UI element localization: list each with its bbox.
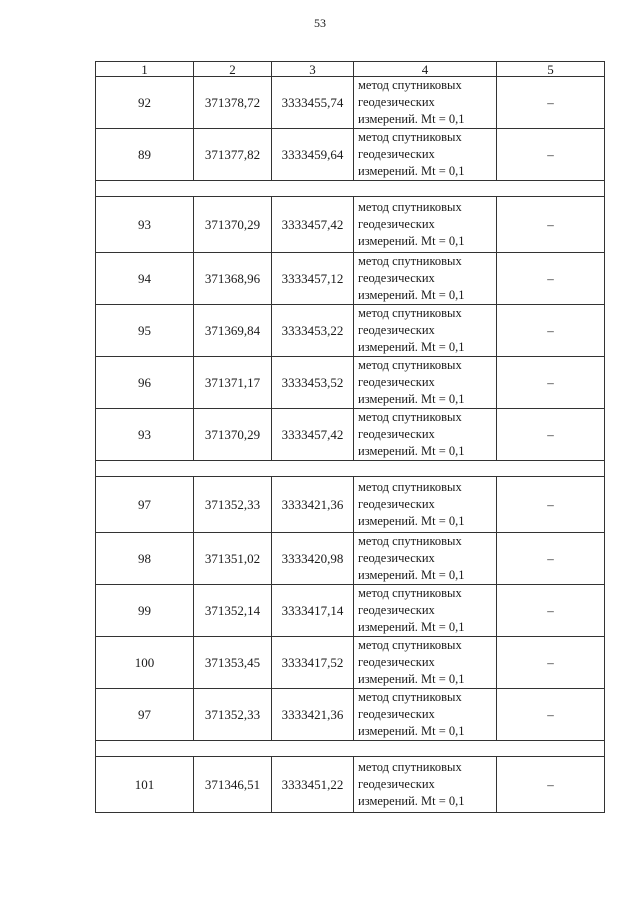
method-line: геодезических	[358, 375, 435, 389]
table-row	[96, 477, 605, 533]
y-coordinate-cell: 3333453,52	[272, 357, 354, 409]
note-cell: –	[497, 409, 605, 461]
point-number-cell: 98	[96, 533, 194, 585]
point-number-cell: 93	[96, 197, 194, 253]
method-line: измерений. Mt = 0,1	[358, 672, 465, 686]
x-coordinate-cell: 371370,29	[194, 197, 272, 253]
y-coordinate-cell: 3333421,36	[272, 477, 354, 533]
note-cell: –	[497, 477, 605, 533]
method-line: метод спутниковых	[358, 200, 462, 214]
y-coordinate-cell: 3333453,22	[272, 305, 354, 357]
method-cell	[354, 129, 497, 181]
method-cell	[354, 77, 497, 129]
method-line: измерений. Mt = 0,1	[358, 724, 465, 738]
table-header-row	[96, 62, 605, 77]
table-row	[96, 253, 605, 305]
y-coordinate-cell: 3333455,74	[272, 77, 354, 129]
x-coordinate-cell: 371371,17	[194, 357, 272, 409]
header-col-5: 5	[497, 62, 605, 77]
note-cell: –	[497, 585, 605, 637]
table-row	[96, 197, 605, 253]
method-line: метод спутниковых	[358, 638, 462, 652]
method-line: метод спутниковых	[358, 254, 462, 268]
method-line: метод спутниковых	[358, 480, 462, 494]
method-line: метод спутниковых	[358, 690, 462, 704]
method-cell	[354, 409, 497, 461]
method-line: геодезических	[358, 603, 435, 617]
method-line: измерений. Mt = 0,1	[358, 112, 465, 126]
method-line: метод спутниковых	[358, 534, 462, 548]
method-line: измерений. Mt = 0,1	[358, 444, 465, 458]
method-line: измерений. Mt = 0,1	[358, 234, 465, 248]
note-cell: –	[497, 77, 605, 129]
method-line: метод спутниковых	[358, 306, 462, 320]
table-row	[96, 533, 605, 585]
method-line: метод спутниковых	[358, 586, 462, 600]
note-cell: –	[497, 637, 605, 689]
point-number-cell: 97	[96, 477, 194, 533]
y-coordinate-cell: 3333421,36	[272, 689, 354, 741]
x-coordinate-cell: 371352,14	[194, 585, 272, 637]
y-coordinate-cell: 3333417,52	[272, 637, 354, 689]
y-coordinate-cell: 3333457,42	[272, 197, 354, 253]
x-coordinate-cell: 371346,51	[194, 757, 272, 813]
point-number-cell: 89	[96, 129, 194, 181]
method-line: измерений. Mt = 0,1	[358, 620, 465, 634]
x-coordinate-cell: 371369,84	[194, 305, 272, 357]
header-col-3: 3	[272, 62, 354, 77]
point-number-cell: 95	[96, 305, 194, 357]
method-cell	[354, 357, 497, 409]
point-number-cell: 101	[96, 757, 194, 813]
method-cell	[354, 637, 497, 689]
x-coordinate-cell: 371377,82	[194, 129, 272, 181]
y-coordinate-cell: 3333459,64	[272, 129, 354, 181]
point-number-cell: 94	[96, 253, 194, 305]
note-cell: –	[497, 305, 605, 357]
method-line: геодезических	[358, 427, 435, 441]
y-coordinate-cell: 3333451,22	[272, 757, 354, 813]
table-separator-row	[96, 741, 605, 757]
method-line: геодезических	[358, 551, 435, 565]
method-line: метод спутниковых	[358, 760, 462, 774]
point-number-cell: 99	[96, 585, 194, 637]
y-coordinate-cell: 3333417,14	[272, 585, 354, 637]
method-line: измерений. Mt = 0,1	[358, 288, 465, 302]
point-number-cell: 93	[96, 409, 194, 461]
page-number: 53	[314, 16, 326, 30]
x-coordinate-cell: 371352,33	[194, 477, 272, 533]
method-cell	[354, 305, 497, 357]
table-row	[96, 757, 605, 813]
x-coordinate-cell: 371352,33	[194, 689, 272, 741]
table-row	[96, 357, 605, 409]
method-line: метод спутниковых	[358, 130, 462, 144]
header-col-4: 4	[354, 62, 497, 77]
method-line: геодезических	[358, 707, 435, 721]
method-line: метод спутниковых	[358, 410, 462, 424]
header-col-1: 1	[96, 62, 194, 77]
method-line: геодезических	[358, 271, 435, 285]
table-separator-row	[96, 181, 605, 197]
note-cell: –	[497, 689, 605, 741]
method-cell	[354, 477, 497, 533]
separator-cell	[96, 181, 605, 197]
x-coordinate-cell: 371351,02	[194, 533, 272, 585]
point-number-cell: 96	[96, 357, 194, 409]
method-cell	[354, 533, 497, 585]
table-row	[96, 129, 605, 181]
method-line: геодезических	[358, 147, 435, 161]
note-cell: –	[497, 197, 605, 253]
x-coordinate-cell: 371368,96	[194, 253, 272, 305]
method-cell	[354, 757, 497, 813]
y-coordinate-cell: 3333457,12	[272, 253, 354, 305]
method-line: геодезических	[358, 217, 435, 231]
table-separator-row	[96, 461, 605, 477]
separator-cell	[96, 741, 605, 757]
note-cell: –	[497, 253, 605, 305]
y-coordinate-cell: 3333420,98	[272, 533, 354, 585]
table-body	[96, 77, 605, 813]
y-coordinate-cell: 3333457,42	[272, 409, 354, 461]
note-cell: –	[497, 757, 605, 813]
coordinates-table	[95, 61, 605, 813]
table-row	[96, 637, 605, 689]
method-line: геодезических	[358, 95, 435, 109]
method-cell	[354, 197, 497, 253]
table-row	[96, 305, 605, 357]
note-cell: –	[497, 357, 605, 409]
header-col-2: 2	[194, 62, 272, 77]
method-cell	[354, 585, 497, 637]
method-line: измерений. Mt = 0,1	[358, 340, 465, 354]
method-line: геодезических	[358, 497, 435, 511]
x-coordinate-cell: 371370,29	[194, 409, 272, 461]
method-line: геодезических	[358, 323, 435, 337]
point-number-cell: 92	[96, 77, 194, 129]
method-line: геодезических	[358, 777, 435, 791]
table-row	[96, 77, 605, 129]
method-line: измерений. Mt = 0,1	[358, 164, 465, 178]
point-number-cell: 100	[96, 637, 194, 689]
table-row	[96, 585, 605, 637]
method-line: метод спутниковых	[358, 358, 462, 372]
note-cell: –	[497, 129, 605, 181]
method-line: измерений. Mt = 0,1	[358, 794, 465, 808]
method-line: измерений. Mt = 0,1	[358, 392, 465, 406]
x-coordinate-cell: 371353,45	[194, 637, 272, 689]
method-line: геодезических	[358, 655, 435, 669]
separator-cell	[96, 461, 605, 477]
method-line: измерений. Mt = 0,1	[358, 568, 465, 582]
note-cell: –	[497, 533, 605, 585]
method-cell	[354, 253, 497, 305]
method-line: измерений. Mt = 0,1	[358, 514, 465, 528]
table-row	[96, 409, 605, 461]
table-row	[96, 689, 605, 741]
x-coordinate-cell: 371378,72	[194, 77, 272, 129]
point-number-cell: 97	[96, 689, 194, 741]
method-cell	[354, 689, 497, 741]
method-line: метод спутниковых	[358, 78, 462, 92]
